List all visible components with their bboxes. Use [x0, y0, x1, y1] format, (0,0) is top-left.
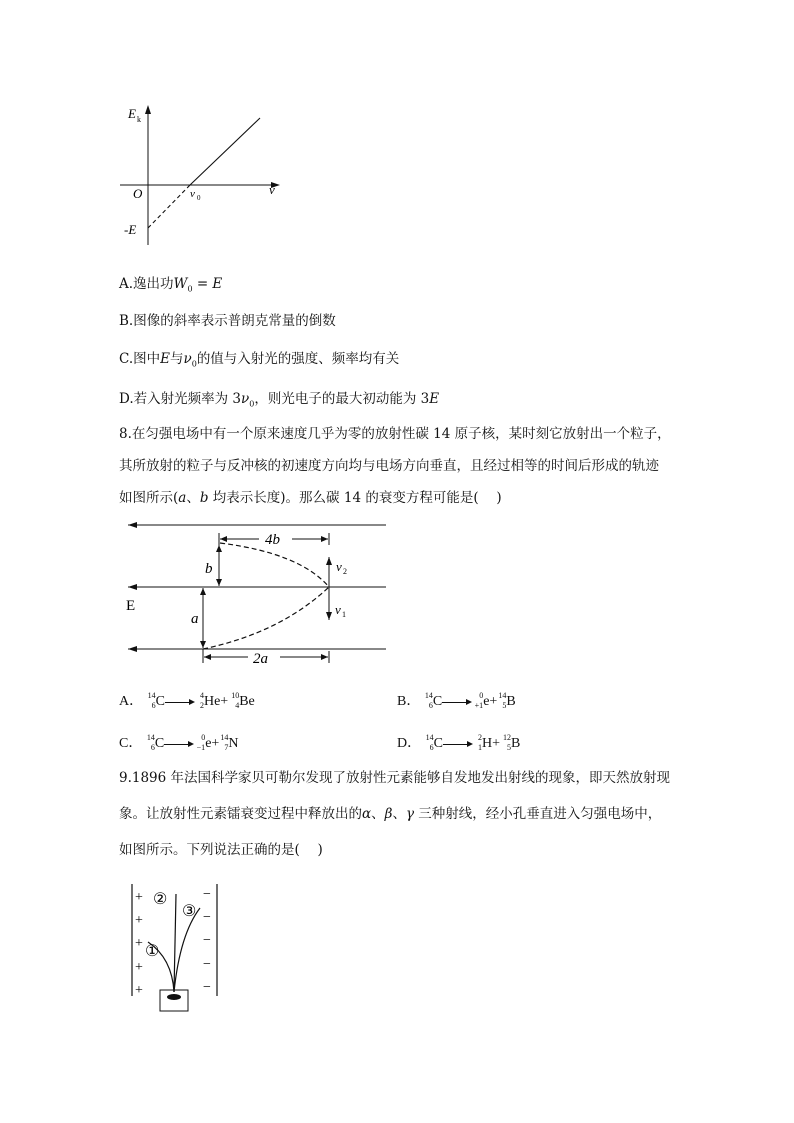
plus-sign-2: + — [135, 913, 143, 928]
q8-line2: 其所放射的粒子与反冲核的初速度方向均与电场方向垂直，且经过相等的时间后形成的轨迹 — [119, 458, 659, 474]
minus-sign-2: − — [203, 910, 211, 925]
q9-line2-post: 三种射线，经小孔垂直进入匀强电场中， — [414, 806, 662, 822]
q8-a-plus: + — [220, 694, 229, 709]
trajectory-diagram — [120, 515, 395, 670]
q8-b-p1-sym: e — [483, 694, 490, 709]
q8-b-p1-top: 0 — [479, 690, 484, 700]
q7-c-e: E — [160, 351, 170, 367]
x-axis-label: ν — [269, 182, 275, 197]
q7-d-sub: 0 — [249, 399, 255, 409]
q7-c-pre: C.图中 — [119, 351, 161, 367]
q8-b-label: B． — [397, 694, 421, 709]
q8-b-p1-bot: +1 — [474, 700, 484, 710]
q8-c-p1-top: 0 — [201, 732, 206, 742]
q7-option-d[interactable] — [119, 391, 439, 413]
q8-a-p2-top: 10 — [231, 690, 240, 700]
q8-d-p2-top: 12 — [503, 732, 511, 742]
plus-sign-5: + — [135, 983, 143, 998]
q8-d-label: D． — [397, 736, 422, 751]
plus-sign-3: + — [135, 936, 143, 951]
q7-d-var: ν — [241, 391, 250, 407]
q7-d-mid: ，则光电子的最大初动能为 3 — [254, 391, 430, 407]
q9-line1: 9.1896 年法国科学家贝可勒尔发现了放射性元素能够自发地发出射线的现象，即天然放射现 — [119, 770, 671, 786]
x-intercept-label: ν — [190, 188, 195, 200]
q7-b-text: B.图像的斜率表示普朗克常量的倒数 — [119, 313, 336, 329]
label-a: a — [191, 611, 199, 627]
q7-c-mid: 与 — [170, 351, 184, 367]
plus-sign-1: + — [135, 890, 143, 905]
label-2a: 2a — [253, 651, 268, 667]
q8-a-p1-sym: He — [203, 694, 221, 709]
label-v1: v — [335, 602, 341, 617]
q7-c-post: 的值与入射光的强度、频率均有关 — [196, 351, 400, 367]
reaction-arrow-icon — [165, 697, 195, 707]
q9-line2 — [119, 806, 661, 822]
q8-c-plus: + — [211, 736, 220, 751]
q8-a-p1-bot: 2 — [199, 700, 204, 710]
q8-c-p2-sym: N — [228, 736, 239, 751]
q8-b-p2-top: 14 — [498, 690, 507, 700]
q8-a-p2-bot: 4 — [235, 700, 240, 710]
q8-a-r1-bot: 6 — [151, 700, 156, 710]
q8-option-c[interactable] — [119, 732, 238, 752]
y-intercept-label: -E — [124, 222, 137, 237]
ray-label-3: ③ — [182, 903, 197, 920]
plus-sign-4: + — [135, 960, 143, 975]
q8-d-plus: + — [492, 736, 500, 751]
q8-b-p2-bot: 5 — [502, 700, 507, 710]
q7-c-var: ν — [183, 351, 192, 367]
ray-label-1: ① — [145, 943, 160, 960]
label-field-E: E — [126, 598, 136, 614]
q8-line3-post: 均表示长度)。那么碳 14 的衰变方程可能是( ) — [208, 490, 502, 506]
q9-line3: 如图所示。下列说法正确的是( ) — [119, 842, 323, 858]
y-axis-subscript: k — [137, 115, 141, 124]
q8-d-r1-bot: 6 — [429, 742, 434, 752]
q8-c-p1-bot: −1 — [196, 742, 206, 752]
minus-sign-1: − — [203, 887, 211, 902]
q8-a-r1-top: 14 — [147, 690, 156, 700]
q8-b-r1-top: 14 — [424, 690, 433, 700]
q7-d-e: E — [429, 391, 440, 407]
q8-option-b[interactable] — [397, 690, 516, 710]
label-b: b — [205, 561, 213, 577]
minus-sign-4: − — [203, 957, 211, 972]
q8-d-r1-top: 14 — [425, 732, 434, 742]
q7-option-a[interactable] — [119, 276, 222, 298]
minus-sign-5: − — [203, 980, 211, 995]
q8-a-label: A． — [119, 694, 144, 709]
q7-a-post: = E — [192, 276, 223, 292]
radiation-field-diagram — [118, 880, 228, 1020]
q8-d-p1-bot: 1 — [477, 742, 482, 752]
q8-d-p2-bot: 5 — [507, 742, 511, 752]
q7-a-sub: 0 — [187, 284, 193, 294]
q7-option-c[interactable] — [119, 351, 399, 373]
q8-option-a[interactable] — [119, 690, 255, 710]
label-v2-sub: 2 — [343, 567, 347, 576]
q9-gamma: γ — [405, 806, 415, 822]
minus-sign-3: − — [203, 933, 211, 948]
photoelectric-graph — [120, 100, 290, 250]
q7-option-b[interactable] — [119, 313, 336, 329]
reaction-arrow-icon — [443, 739, 473, 749]
q8-d-r1-sym: C — [433, 736, 443, 751]
q9-sep2: 、 — [392, 806, 406, 822]
q8-line1: 8.在匀强电场中有一个原来速度几乎为零的放射性碳 14 原子核，某时刻它放射出一个粒子， — [119, 426, 671, 442]
q9-alpha: α — [362, 806, 372, 822]
origin-label: O — [133, 186, 143, 201]
y-axis-label: E — [128, 106, 136, 121]
q8-c-r1-bot: 6 — [150, 742, 155, 752]
q8-option-d[interactable] — [397, 732, 520, 752]
label-4b: 4b — [265, 532, 280, 548]
q7-a-pre: A.逸出功 — [119, 276, 174, 292]
q9-sep1: 、 — [371, 806, 385, 822]
q9-beta: β — [384, 806, 393, 822]
q8-d-p1-top: 2 — [477, 732, 482, 742]
q8-line3-sep: 、 — [186, 490, 200, 506]
q8-c-p2-bot: 7 — [224, 742, 229, 752]
q9-line2-pre: 象。让放射性元素镭衰变过程中释放出的 — [119, 806, 362, 822]
q8-b-r1-sym: C — [432, 694, 443, 709]
q8-d-p2-sym: B — [511, 736, 521, 751]
label-v1-sub: 1 — [342, 610, 346, 619]
q8-a-p2-sym: Be — [239, 694, 255, 709]
q8-c-r1-sym: C — [154, 736, 165, 751]
x-intercept-subscript: 0 — [197, 194, 201, 202]
q8-c-label: C． — [119, 736, 143, 751]
q7-d-pre: D.若入射光频率为 3 — [119, 391, 242, 407]
q8-line3-pre: 如图所示( — [119, 490, 179, 506]
q8-line3-b: b — [199, 490, 209, 506]
reaction-arrow-icon — [442, 697, 472, 707]
q8-c-p2-top: 14 — [220, 732, 229, 742]
q8-d-p1-sym: H — [481, 736, 493, 751]
q8-a-p1-top: 4 — [199, 690, 204, 700]
q8-a-r1-sym: C — [155, 694, 165, 709]
q7-a-var: W — [173, 276, 188, 292]
q8-c-r1-top: 14 — [146, 732, 155, 742]
q8-line3-a: a — [178, 490, 187, 506]
q8-b-r1-bot: 6 — [428, 700, 433, 710]
reaction-arrow-icon — [164, 739, 194, 749]
q8-line3 — [119, 490, 502, 506]
q8-c-p1-sym: e — [205, 736, 212, 751]
q7-c-sub: 0 — [191, 359, 197, 369]
q8-b-p2-sym: B — [506, 694, 516, 709]
q8-b-plus: + — [489, 694, 498, 709]
label-v2: v — [336, 559, 342, 574]
ray-label-2: ② — [153, 891, 168, 908]
